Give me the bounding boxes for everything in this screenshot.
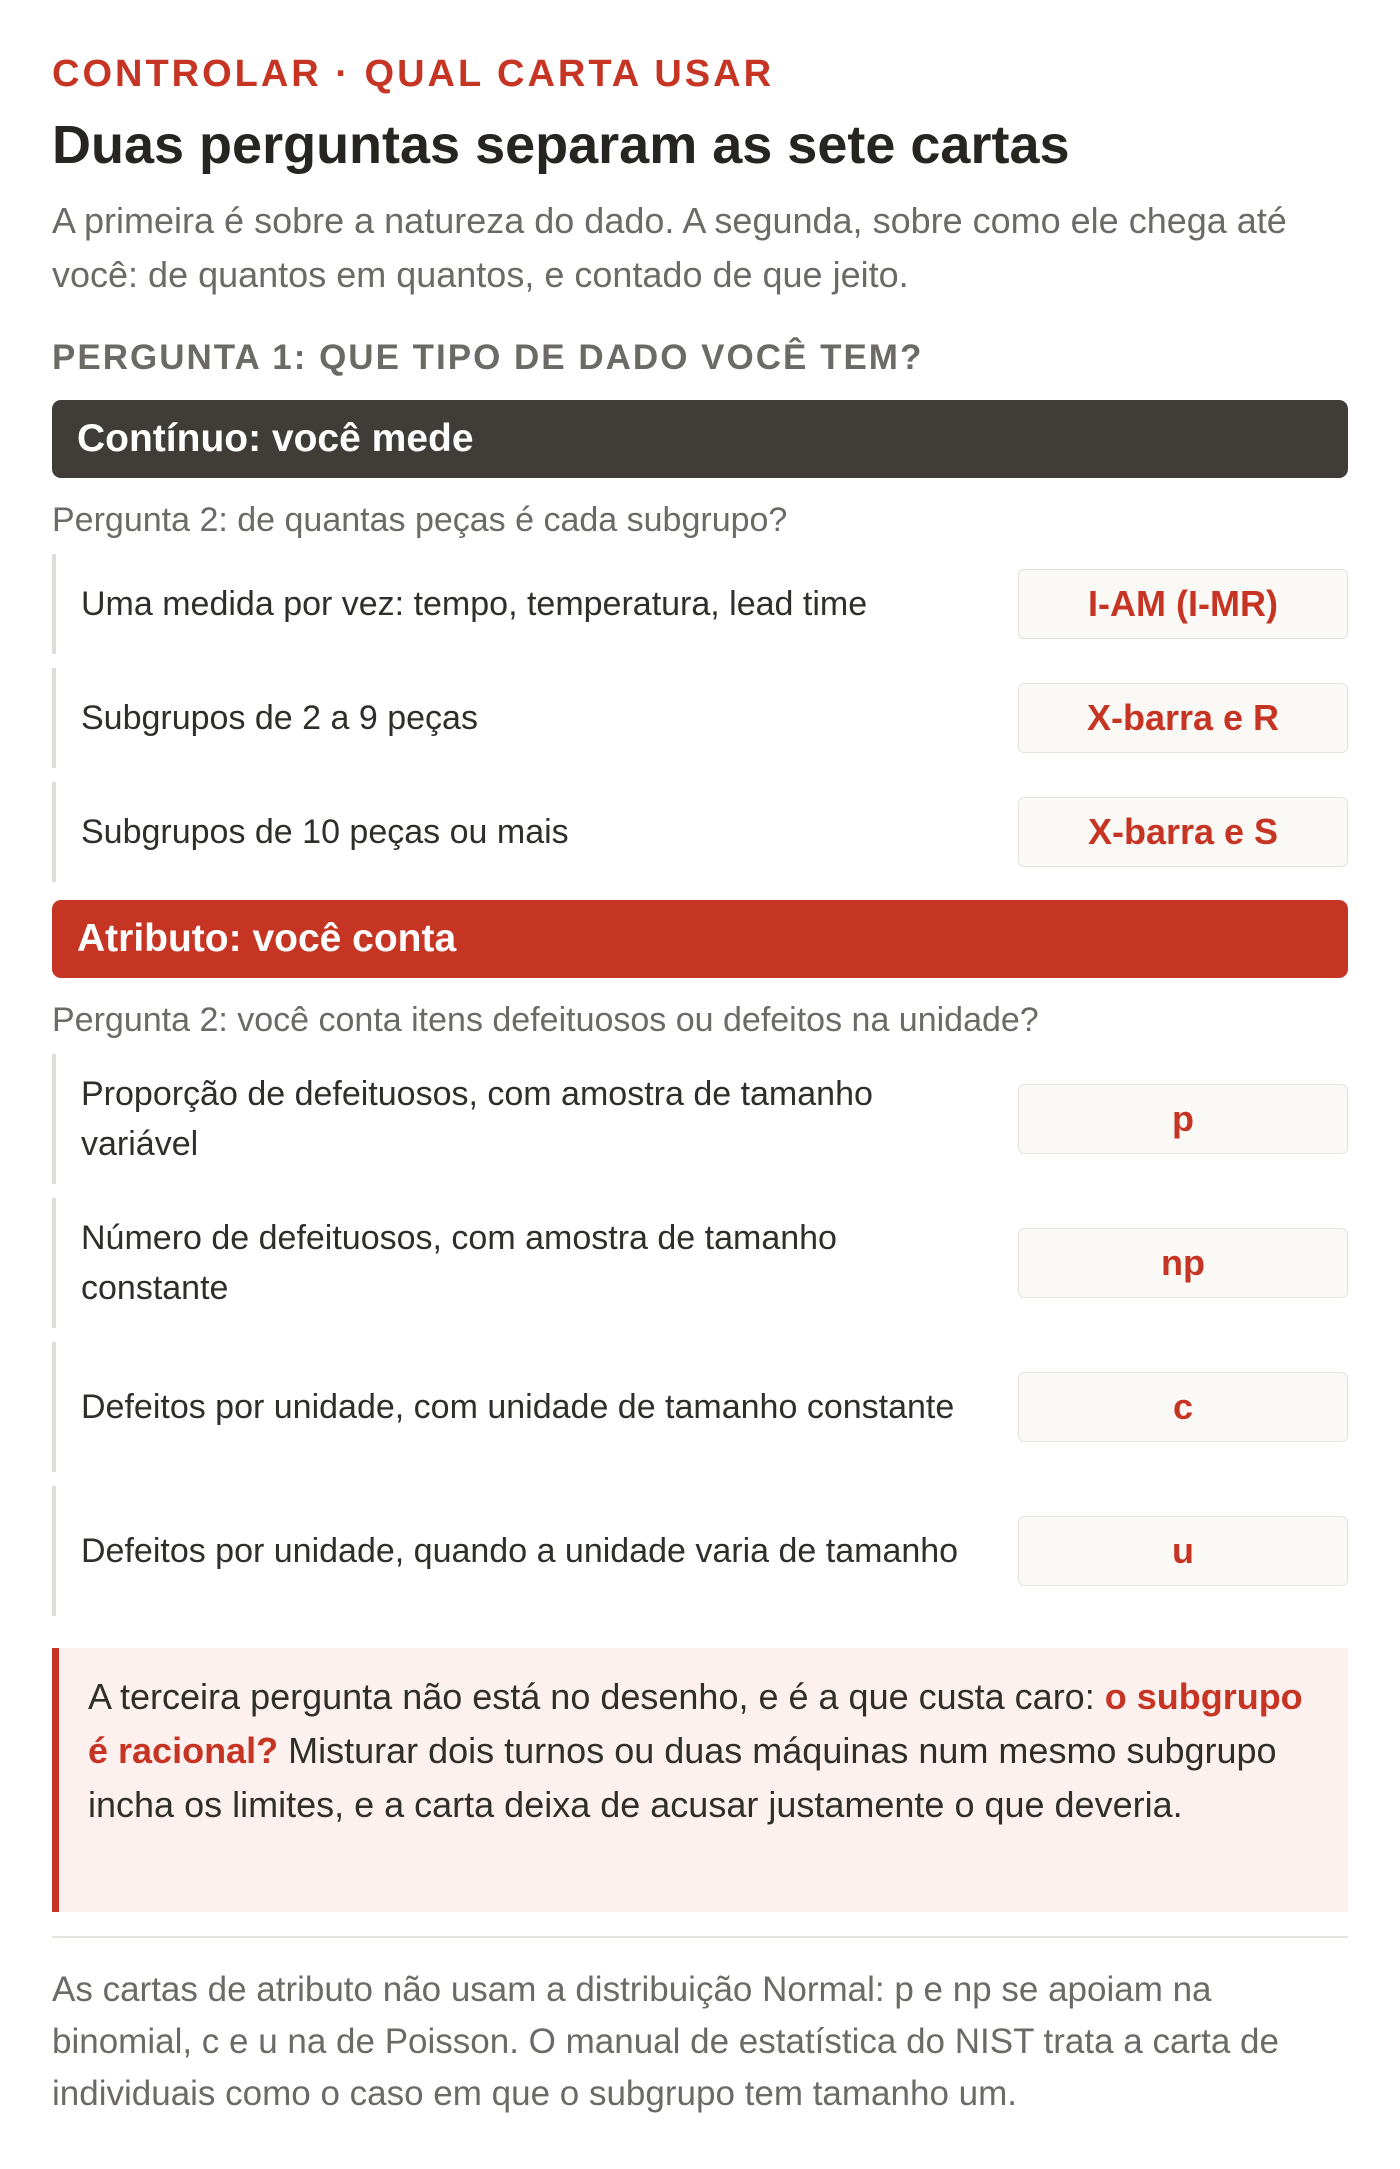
continuous-row: [52, 668, 1348, 768]
attribute-row: [52, 1486, 1348, 1616]
continuous-rows: [52, 554, 1348, 882]
chart-chip: X-barra e S: [1018, 797, 1348, 867]
page-title: Duas perguntas separam as sete cartas: [52, 115, 1070, 175]
footer-note: As cartas de atributo não usam a distribuição Normal: p e np se apoiam na binomial, c e u na de Poisson. O manual de estatística do NIST trata a carta de individuais como o caso em que o subgrupo tem tamanho um.: [52, 1970, 1279, 2113]
chart-chip: X-barra e R: [1018, 683, 1348, 753]
attribute-heading: Atributo: você conta: [52, 900, 1348, 978]
continuous-row: [52, 782, 1348, 882]
chart-chip: np: [1018, 1228, 1348, 1298]
continuous-question-2: Pergunta 2: de quantas peças é cada subgrupo?: [52, 501, 788, 539]
note-text-end: Misturar dois turnos ou duas máquinas num mesmo subgrupo incha os limites, e a carta deixa de acusar justamente o que deveria.: [88, 1730, 1277, 1825]
continuous-heading: Contínuo: você mede: [52, 400, 1348, 478]
callout-note: [52, 1648, 1348, 1912]
note-text: A terceira pergunta não está no desenho, e é a que custa caro:: [88, 1676, 1105, 1717]
row-label: Proporção de defeituosos, com amostra de tamanho variável: [81, 1075, 873, 1163]
row-label: Subgrupos de 10 peças ou mais: [81, 813, 569, 851]
row-label: Defeitos por unidade, quando a unidade varia de tamanho: [81, 1532, 959, 1570]
note-emphasis: o subgrupo é racional?: [88, 1676, 1303, 1771]
attribute-rows: [52, 1054, 1348, 1616]
attribute-row: [52, 1054, 1348, 1184]
row-label: Número de defeituosos, com amostra de tamanho constante: [81, 1219, 837, 1307]
row-label: Defeitos por unidade, com unidade de tamanho constante: [81, 1388, 955, 1426]
chart-chip: p: [1018, 1084, 1348, 1154]
row-label: Uma medida por vez: tempo, temperatura, lead time: [81, 585, 868, 623]
attribute-row: [52, 1342, 1348, 1472]
chart-chip: I-AM (I-MR): [1018, 569, 1348, 639]
row-label: Subgrupos de 2 a 9 peças: [81, 699, 478, 737]
lede: A primeira é sobre a natureza do dado. A segunda, sobre como ele chega até você: de quantos em quantos, e contado de que jeito.: [52, 200, 1287, 295]
continuous-row: [52, 554, 1348, 654]
chart-chip: u: [1018, 1516, 1348, 1586]
chart-chip: c: [1018, 1372, 1348, 1442]
kicker: CONTROLAR · QUAL CARTA USAR: [52, 53, 775, 95]
attribute-question-2: Pergunta 2: você conta itens defeituosos ou defeitos na unidade?: [52, 1001, 1039, 1039]
question-1: PERGUNTA 1: QUE TIPO DE DADO VOCÊ TEM?: [52, 338, 924, 377]
divider: [52, 1936, 1348, 1938]
attribute-row: [52, 1198, 1348, 1328]
